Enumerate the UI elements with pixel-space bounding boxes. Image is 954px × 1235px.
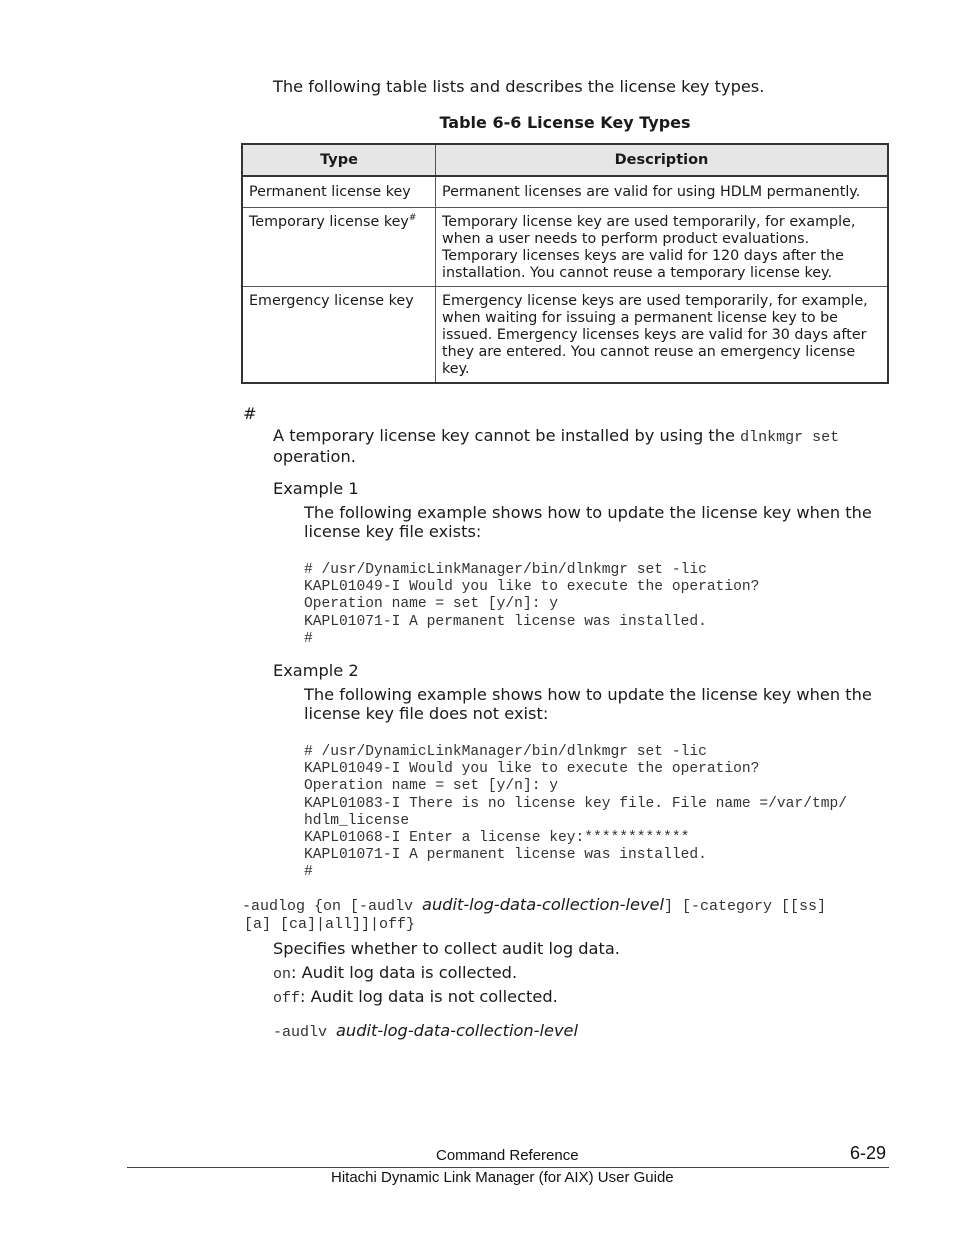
table-row	[242, 207, 888, 286]
cell-type	[242, 286, 436, 383]
audlog-syntax-line1	[242, 895, 826, 915]
type-label: Temporary license key	[249, 213, 409, 230]
audlv-param: audit-log-data-collection-level	[336, 1021, 578, 1040]
on-text: : Audit log data is collected.	[291, 963, 518, 982]
audlog-param: audit-log-data-collection-level	[422, 895, 664, 914]
audlv-code: -audlv	[273, 1024, 337, 1041]
audlog-on-line	[273, 963, 517, 984]
type-label: Emergency license key	[249, 292, 414, 309]
cell-description: Emergency license keys are used temporarily, for example, when waiting for issuing a permanent license key to be issued. Emergency licenses keys are valid for 30 days after they are entered. You cannot reuse an emergency license key.	[436, 286, 889, 383]
on-code: on	[273, 966, 292, 983]
footnote-text-b: operation.	[273, 447, 356, 466]
footnote-code: dlnkmgr set	[740, 429, 840, 446]
table-header-row	[242, 144, 888, 176]
audlog-description: Specifies whether to collect audit log data.	[273, 939, 620, 958]
example1-description: The following example shows how to update the license key when the license key file exists:	[304, 503, 872, 541]
footer-book-title: Hitachi Dynamic Link Manager (for AIX) User Guide	[331, 1169, 674, 1186]
footnote-mark-label: #	[243, 404, 257, 423]
cell-type	[242, 176, 436, 207]
footer-divider	[127, 1167, 889, 1168]
footnote-text-a: A temporary license key cannot be installed by using the	[273, 426, 741, 445]
example1-code-block: # /usr/DynamicLinkManager/bin/dlnkmgr set -lic KAPL01049-I Would you like to execute the operation? Operation name = set [y/n]: y KAPL01071-I A permanent license was installed. #	[304, 562, 760, 647]
audlv-heading	[273, 1021, 578, 1042]
type-label: Permanent license key	[249, 184, 411, 200]
page-number: 6-29	[850, 1143, 887, 1163]
footnote-text	[273, 426, 873, 466]
audlog-syntax-line2: [a] [ca]|all]]|off}	[244, 916, 416, 933]
example2-title: Example 2	[273, 661, 359, 680]
header-description: Description	[436, 144, 889, 176]
audlog-off-line	[273, 987, 558, 1008]
example2-description: The following example shows how to update the license key when the license key file does not exist:	[304, 685, 872, 723]
cell-description: Permanent licenses are valid for using HDLM permanently.	[436, 176, 889, 207]
example2-code-block: # /usr/DynamicLinkManager/bin/dlnkmgr set -lic KAPL01049-I Would you like to execute the operation? Operation name = set [y/n]: y KAPL01083-I There is no license key file. File name =/var/tmp/ hdlm_license KAPL01068-I Enter a license key:************ KAPL01071-I A permanent license was installed. #	[304, 744, 847, 881]
intro-text: The following table lists and describes the license key types.	[273, 77, 765, 96]
table-row	[242, 176, 888, 207]
audlog-code-a: -audlog {on [-audlv	[242, 898, 423, 915]
cell-type	[242, 207, 436, 286]
off-text: : Audit log data is not collected.	[300, 987, 558, 1006]
cell-description: Temporary license key are used temporarily, for example, when a user needs to perform product evaluations. Temporary licenses keys are valid for 120 days after the installation. You cannot reuse a temporary license key.	[436, 207, 889, 286]
off-code: off	[273, 990, 301, 1007]
footnote-mark: #	[408, 212, 417, 223]
example1-title: Example 1	[273, 479, 359, 498]
table-caption: Table 6-6 License Key Types	[439, 113, 691, 132]
footer-section-title: Command Reference	[436, 1147, 579, 1164]
header-type: Type	[242, 144, 436, 176]
license-key-table	[241, 143, 889, 384]
table-row	[242, 286, 888, 383]
audlog-code-b: ] [-category [[ss]	[664, 898, 827, 915]
